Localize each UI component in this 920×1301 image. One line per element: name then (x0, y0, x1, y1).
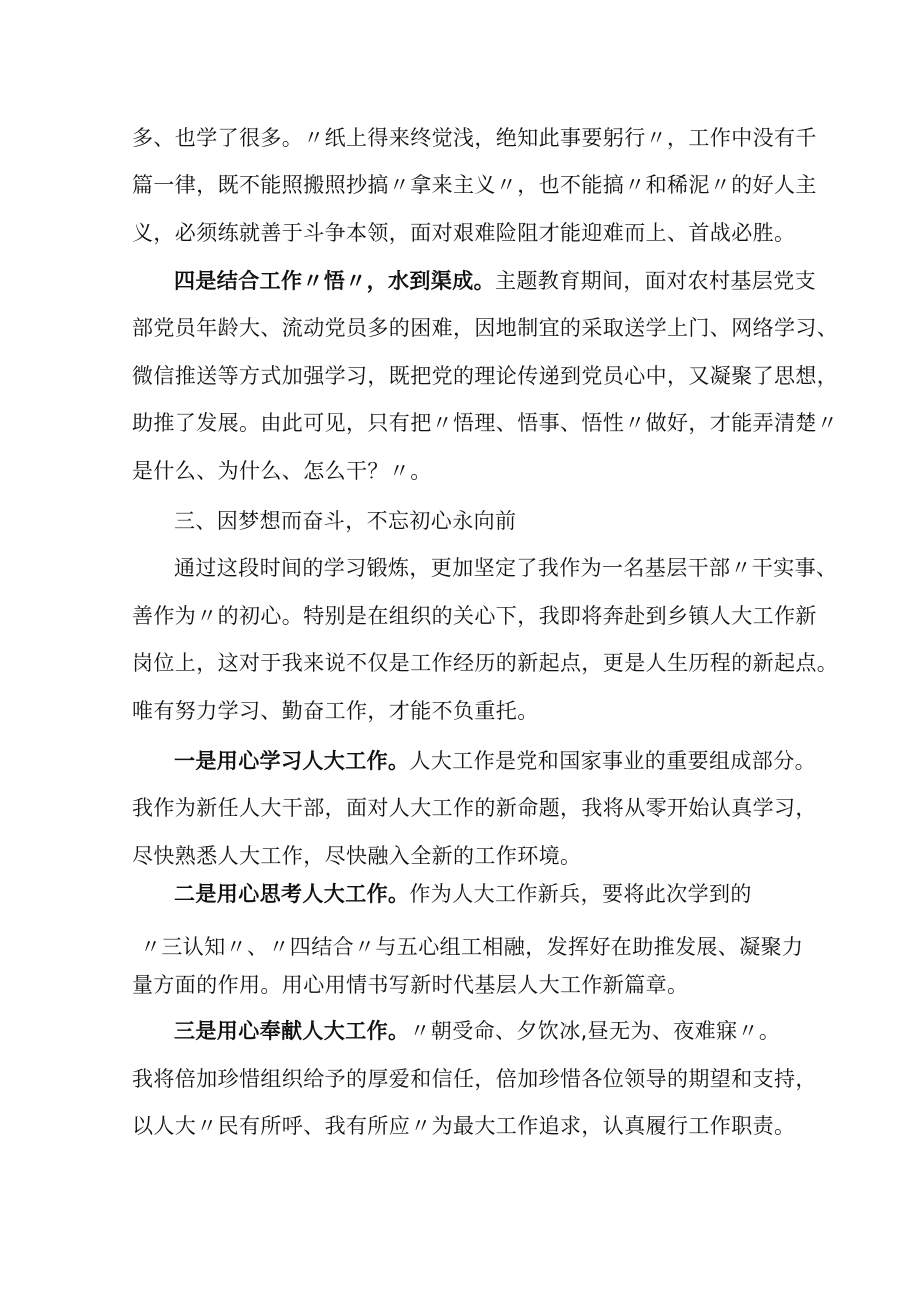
paragraph-first-line: 一是用心学习人大工作。人大工作是党和国家事业的重要组成部分。 (174, 749, 817, 773)
text-line: 善作为〃的初心。特别是在组织的关心下，我即将奔赴到乡镇人大工作新 (132, 604, 817, 628)
paragraph-heading: 四是结合工作〃悟〃，水到渠成。 (174, 269, 495, 293)
paragraph-heading: 三是用心奉献人大工作。 (174, 1019, 410, 1043)
text-line: 篇一律，既不能照搬照抄搞〃拿来主义〃，也不能搞〃和稀泥〃的好人主 (132, 173, 817, 197)
paragraph-first-line: 四是结合工作〃悟〃，水到渠成。主题教育期间，面对农村基层党支 (174, 269, 816, 293)
text-line: 是什么、为什么、怎么干？〃。 (132, 459, 432, 483)
text-line: 〃三认知〃、〃四结合〃与五心组工相融，发挥好在助推发展、凝聚力 (140, 935, 804, 959)
paragraph-first-line: 二是用心思考人大工作。作为人大工作新兵，要将此次学到的 (174, 882, 752, 906)
text-line: 尽快熟悉人大工作，尽快融入全新的工作环境。 (132, 844, 582, 868)
text-line: 我作为新任人大干部，面对人大工作的新命题，我将从零开始认真学习， (132, 796, 817, 820)
text-line: 唯有努力学习、勤奋工作，才能不负重托。 (132, 699, 539, 723)
text-line: 以人大〃民有所呼、我有所应〃为最大工作追求，认真履行工作职责。 (132, 1114, 796, 1138)
text-line: 我将倍加珍惜组织给予的厚爱和信任，倍加珍惜各位领导的期望和支持， (132, 1067, 817, 1091)
paragraph-first-line: 三是用心奉献人大工作。〃朝受命、夕饮冰,昼无为、夜难寐〃。 (174, 1019, 781, 1043)
paragraph-heading: 一是用心学习人大工作。 (174, 749, 410, 773)
text-line: 部党员年龄大、流动党员多的困难，因地制宜的采取送学上门、网络学习、 (132, 316, 839, 340)
paragraph-heading: 二是用心思考人大工作。 (174, 882, 410, 906)
paragraph-first-line: 通过这段时间的学习锻炼，更加坚定了我作为一名基层干部〃干实事、 (174, 556, 838, 580)
text-line: 助推了发展。由此可见，只有把〃悟理、悟事、悟性〃做好，才能弄清楚〃 (132, 411, 839, 435)
text-line: 义，必须练就善于斗争本领，面对艰难险阻才能迎难而上、首战必胜。 (132, 221, 796, 245)
text-line: 岗位上，这对于我来说不仅是工作经历的新起点，更是人生历程的新起点。 (132, 651, 839, 675)
text-line: 微信推送等方式加强学习，既把党的理论传递到党员心中，又凝聚了思想， (132, 364, 839, 388)
text-line: 量方面的作用。用心用情书写新时代基层人大工作新篇章。 (132, 973, 689, 997)
section-heading: 三、因梦想而奋斗，不忘初心永向前 (174, 509, 517, 533)
text-line: 多、也学了很多。〃纸上得来终觉浅，绝知此事要躬行〃，工作中没有千 (132, 126, 817, 150)
